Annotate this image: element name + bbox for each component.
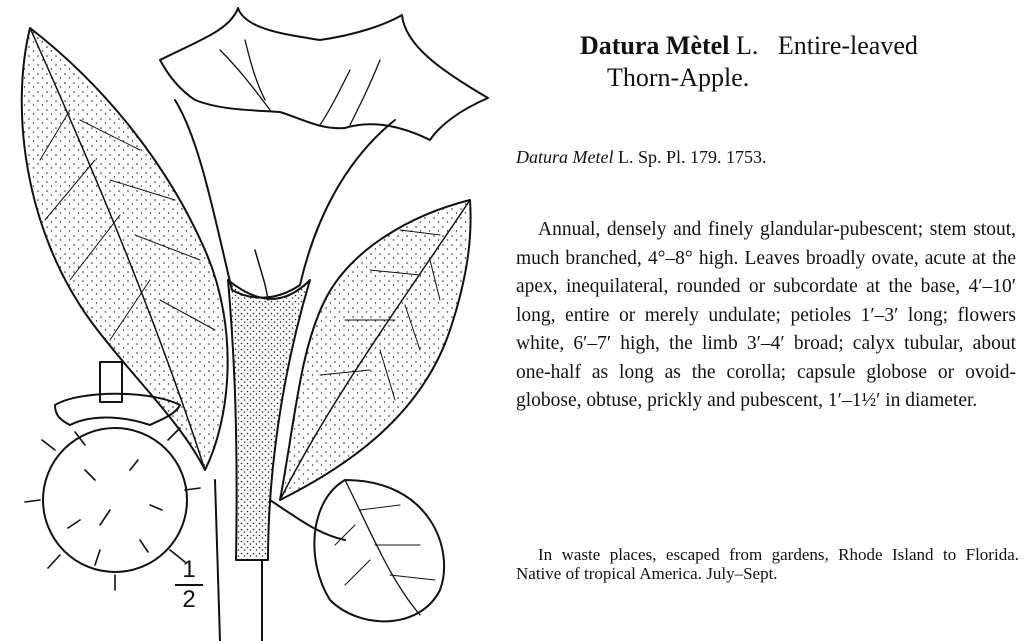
scale-fraction [175, 558, 203, 612]
common-name-part1: Entire-leaved [777, 31, 918, 60]
species-description: Annual, densely and finely glandular-pubescent; stem stout, much branched, 4°–8° high. Leaves broadly ovate, acute at the apex, inequilateral, rounded or subcordate at the base, 4′–10′ long, entire or merely undulate; petioles 1′–3′ long; flowers white, 6′–7′ high, the limb 3′–4′ broad; calyx tubular, about one-half as long as the corolla; capsule globose or ovoid-globose, obtuse, prickly and pubescent, 1′–1½′ in diameter. [516, 219, 1016, 411]
right-upper-leaf [280, 200, 471, 500]
scale-denominator: 2 [182, 586, 196, 613]
lower-right-leaf [314, 480, 444, 621]
species-heading [580, 30, 918, 94]
large-left-leaf [22, 28, 228, 470]
species-citation [516, 147, 767, 168]
plant-stem [215, 480, 345, 641]
flower-limb [160, 8, 488, 140]
datura-botanical-illustration [0, 0, 500, 641]
habitat-note: In waste places, escaped from gardens, Rhode Island to Florida. Native of tropical America. July–Sept. [516, 545, 1019, 583]
citation-reference: L. Sp. Pl. 179. 1753. [617, 147, 767, 167]
species-name: Datura Mètel [580, 31, 730, 60]
scale-numerator: 1 [175, 558, 203, 586]
common-name-part2: Thorn-Apple. [607, 63, 750, 92]
citation-name: Datura Metel [516, 147, 614, 167]
species-author: L. [735, 31, 759, 60]
